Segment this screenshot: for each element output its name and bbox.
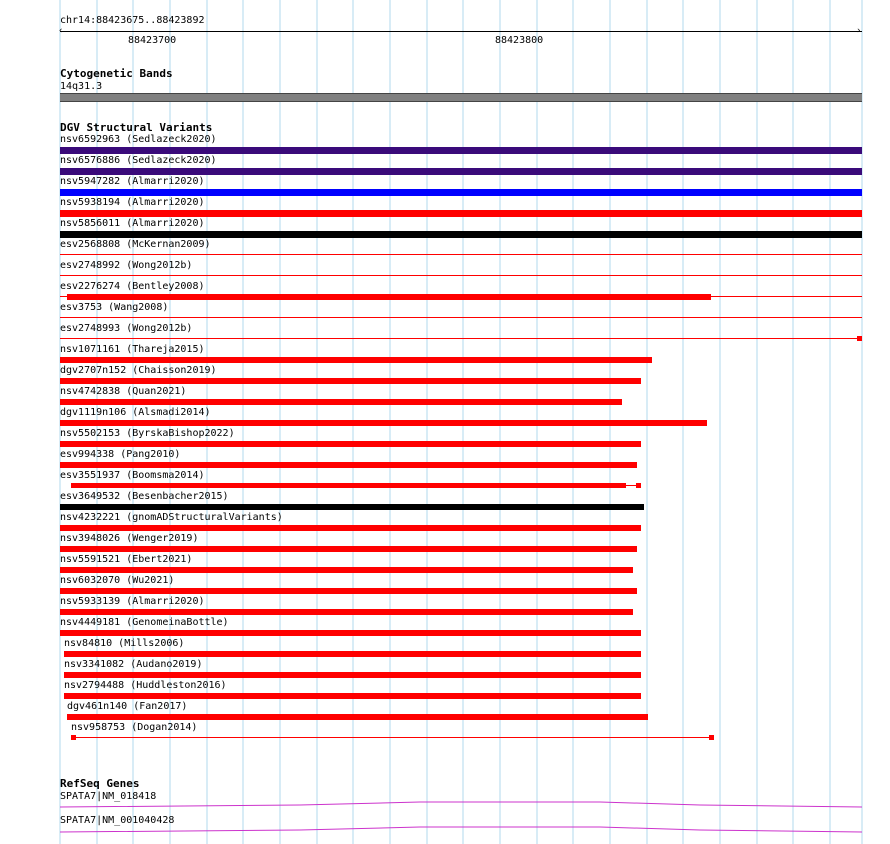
variant-label[interactable]: dgv461n140 (Fan2017) <box>67 701 188 712</box>
variant-label[interactable]: nsv6592963 (Sedlazeck2020) <box>60 134 217 145</box>
gene-label[interactable]: SPATA7|NM_001040428 <box>60 815 175 826</box>
ruler-right-arrow-icon: › <box>856 26 862 36</box>
variant-label[interactable]: nsv5947282 (Almarri2020) <box>60 176 205 187</box>
variant-label[interactable]: dgv2707n152 (Chaisson2019) <box>60 365 217 376</box>
variant-label[interactable]: esv3753 (Wang2008) <box>60 302 169 313</box>
gene-model <box>60 827 862 832</box>
variant-label[interactable]: esv2276274 (Bentley2008) <box>60 281 205 292</box>
variant-label[interactable]: nsv4232221 (gnomADStructuralVariants) <box>60 512 283 523</box>
dgv-track-title[interactable]: DGV Structural Variants <box>60 121 213 134</box>
variant-label[interactable]: nsv4742838 (Quan2021) <box>60 386 187 397</box>
variant-label[interactable]: nsv4449181 (GenomeinaBottle) <box>60 617 229 628</box>
variant-label[interactable]: nsv5856011 (Almarri2020) <box>60 218 205 229</box>
variant-label[interactable]: nsv5938194 (Almarri2020) <box>60 197 205 208</box>
variant-label[interactable]: nsv958753 (Dogan2014) <box>71 722 198 733</box>
cytoband-label: 14q31.3 <box>60 81 103 92</box>
variant-label[interactable]: nsv6576886 (Sedlazeck2020) <box>60 155 217 166</box>
variant-label[interactable]: nsv3341082 (Audano2019) <box>64 659 203 670</box>
gene-model <box>60 802 862 807</box>
variant-label[interactable]: esv3551937 (Boomsma2014) <box>60 470 205 481</box>
cytoband-track-title[interactable]: Cytogenetic Bands <box>60 67 173 80</box>
variant-label[interactable]: esv2748992 (Wong2012b) <box>60 260 193 271</box>
ruler-tick-label: 88423800 <box>495 35 544 46</box>
gene-label[interactable]: SPATA7|NM_018418 <box>60 791 157 802</box>
variant-label[interactable]: nsv6032070 (Wu2021) <box>60 575 175 586</box>
variant-label[interactable]: esv2748993 (Wong2012b) <box>60 323 193 334</box>
ruler-left-arrow-icon: ‹ <box>58 26 64 36</box>
variant-label[interactable]: dgv1119n106 (Alsmadi2014) <box>60 407 211 418</box>
variant-label[interactable]: esv2568808 (McKernan2009) <box>60 239 211 250</box>
variant-label[interactable]: esv994338 (Pang2010) <box>60 449 181 460</box>
variant-label[interactable]: nsv5502153 (ByrskaBishop2022) <box>60 428 235 439</box>
ruler-range-label: chr14:88423675..88423892 <box>60 15 205 26</box>
refseq-track-title[interactable]: RefSeq Genes <box>60 777 140 790</box>
variant-label[interactable]: nsv3948026 (Wenger2019) <box>60 533 199 544</box>
variant-label[interactable]: nsv2794488 (Huddleston2016) <box>64 680 227 691</box>
variant-label[interactable]: nsv5591521 (Ebert2021) <box>60 554 193 565</box>
ruler-tick-label: 88423700 <box>128 35 177 46</box>
variant-label[interactable]: nsv5933139 (Almarri2020) <box>60 596 205 607</box>
variant-label[interactable]: esv3649532 (Besenbacher2015) <box>60 491 229 502</box>
variant-label[interactable]: nsv84810 (Mills2006) <box>64 638 185 649</box>
variant-label[interactable]: nsv1071161 (Thareja2015) <box>60 344 205 355</box>
